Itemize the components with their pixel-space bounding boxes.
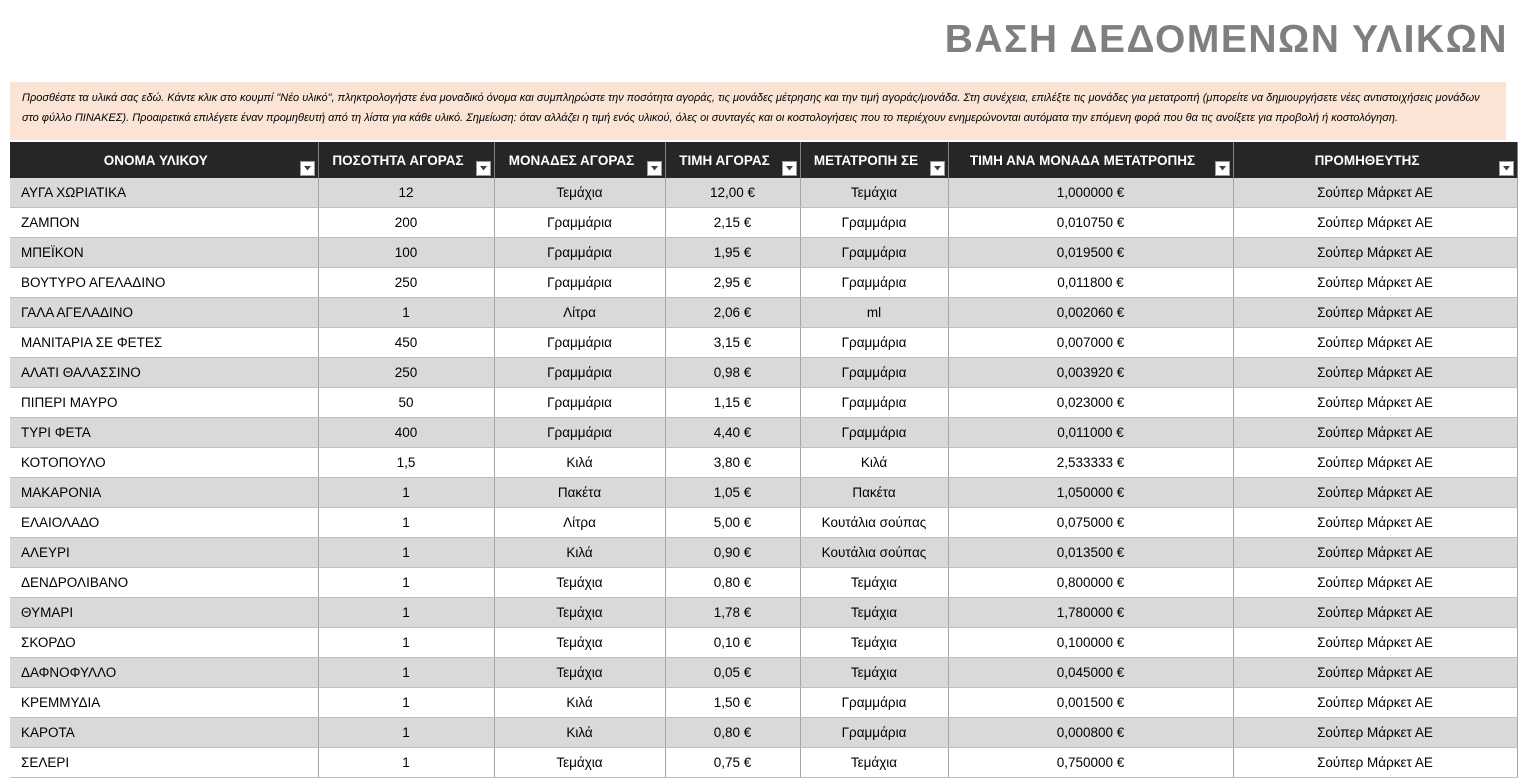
supplier-cell[interactable]: Σούπερ Μάρκετ ΑΕ — [1233, 358, 1517, 388]
purchase-price-cell[interactable]: 0,90 € — [665, 538, 800, 568]
table-row[interactable] — [10, 538, 1517, 568]
convert-to-cell[interactable]: Τεμάχια — [800, 748, 948, 778]
purchase-price-cell[interactable]: 3,80 € — [665, 448, 800, 478]
filter-dropdown-button[interactable] — [647, 161, 662, 176]
purchase-units-cell[interactable]: Τεμάχια — [494, 178, 665, 208]
price-per-unit-cell[interactable]: 0,011800 € — [948, 268, 1233, 298]
price-per-unit-cell[interactable]: 0,001500 € — [948, 688, 1233, 718]
purchase-units-cell[interactable]: Τεμάχια — [494, 628, 665, 658]
purchase-quantity-cell[interactable]: 1 — [318, 748, 494, 778]
dropdown-arrow-icon — [1503, 166, 1510, 171]
purchase-units-cell[interactable]: Τεμάχια — [494, 658, 665, 688]
ingredients-table — [10, 142, 1518, 778]
ingredient-name-cell[interactable]: ΜΠΕΪΚΟΝ — [10, 238, 318, 268]
price-per-unit-cell[interactable]: 0,045000 € — [948, 658, 1233, 688]
supplier-cell[interactable]: Σούπερ Μάρκετ ΑΕ — [1233, 628, 1517, 658]
purchase-units-cell[interactable]: Πακέτα — [494, 478, 665, 508]
col-supplier-header — [1233, 142, 1517, 178]
purchase-quantity-cell[interactable]: 200 — [318, 208, 494, 238]
filter-dropdown-button[interactable] — [300, 161, 315, 176]
purchase-units-cell[interactable]: Κιλά — [494, 718, 665, 748]
filter-dropdown-button[interactable] — [476, 161, 491, 176]
purchase-quantity-cell[interactable]: 1 — [318, 688, 494, 718]
price-per-unit-cell[interactable]: 0,000800 € — [948, 718, 1233, 748]
price-per-unit-cell[interactable]: 0,003920 € — [948, 358, 1233, 388]
ingredient-name-cell[interactable]: ΘΥΜΑΡΙ — [10, 598, 318, 628]
col-purchase-price-header — [665, 142, 800, 178]
supplier-cell[interactable]: Σούπερ Μάρκετ ΑΕ — [1233, 268, 1517, 298]
supplier-cell[interactable]: Σούπερ Μάρκετ ΑΕ — [1233, 178, 1517, 208]
supplier-cell[interactable]: Σούπερ Μάρκετ ΑΕ — [1233, 388, 1517, 418]
price-per-unit-cell[interactable]: 0,010750 € — [948, 208, 1233, 238]
price-per-unit-cell[interactable]: 0,100000 € — [948, 628, 1233, 658]
ingredient-name-cell[interactable]: ΚΟΤΟΠΟΥΛΟ — [10, 448, 318, 478]
supplier-cell[interactable]: Σούπερ Μάρκετ ΑΕ — [1233, 538, 1517, 568]
header-label: ΜΕΤΑΤΡΟΠΗ ΣΕ — [813, 152, 919, 168]
purchase-units-cell[interactable]: Γραμμάρια — [494, 358, 665, 388]
purchase-price-cell[interactable]: 1,78 € — [665, 598, 800, 628]
purchase-units-cell[interactable]: Κιλά — [494, 448, 665, 478]
convert-to-cell[interactable]: Γραμμάρια — [800, 208, 948, 238]
price-per-unit-cell[interactable]: 0,023000 € — [948, 388, 1233, 418]
ingredient-name-cell[interactable]: ΑΛΑΤΙ ΘΑΛΑΣΣΙΝΟ — [10, 358, 318, 388]
purchase-units-cell[interactable]: Γραμμάρια — [494, 388, 665, 418]
table-row[interactable] — [10, 358, 1517, 388]
purchase-quantity-cell[interactable]: 1,5 — [318, 448, 494, 478]
purchase-units-cell[interactable]: Τεμάχια — [494, 598, 665, 628]
purchase-quantity-cell[interactable]: 1 — [318, 598, 494, 628]
purchase-quantity-cell[interactable]: 1 — [318, 508, 494, 538]
ingredient-name-cell[interactable]: ΜΑΝΙΤΑΡΙΑ ΣΕ ΦΕΤΕΣ — [10, 328, 318, 358]
table-row[interactable] — [10, 418, 1517, 448]
convert-to-cell[interactable]: ml — [800, 298, 948, 328]
convert-to-cell[interactable]: Κουτάλια σούπας — [800, 538, 948, 568]
price-per-unit-cell[interactable]: 1,780000 € — [948, 598, 1233, 628]
ingredient-name-cell[interactable]: ΒΟΥΤΥΡΟ ΑΓΕΛΑΔΙΝΟ — [10, 268, 318, 298]
purchase-quantity-cell[interactable]: 250 — [318, 358, 494, 388]
supplier-cell[interactable]: Σούπερ Μάρκετ ΑΕ — [1233, 298, 1517, 328]
purchase-price-cell[interactable]: 0,80 € — [665, 568, 800, 598]
dropdown-arrow-icon — [934, 166, 941, 171]
table-row[interactable] — [10, 568, 1517, 598]
supplier-cell[interactable]: Σούπερ Μάρκετ ΑΕ — [1233, 688, 1517, 718]
table-row[interactable] — [10, 178, 1517, 208]
dropdown-arrow-icon — [480, 166, 487, 171]
col-purchase-quantity-header — [318, 142, 494, 178]
supplier-cell[interactable]: Σούπερ Μάρκετ ΑΕ — [1233, 418, 1517, 448]
ingredient-name-cell[interactable]: ΑΛΕΥΡΙ — [10, 538, 318, 568]
table-row[interactable] — [10, 748, 1517, 778]
table-row[interactable] — [10, 268, 1517, 298]
purchase-price-cell[interactable]: 12,00 € — [665, 178, 800, 208]
ingredient-name-cell[interactable]: ΓΑΛΑ ΑΓΕΛΑΔΙΝΟ — [10, 298, 318, 328]
table-row[interactable] — [10, 208, 1517, 238]
filter-dropdown-button[interactable] — [930, 161, 945, 176]
table-row[interactable] — [10, 508, 1517, 538]
supplier-cell[interactable]: Σούπερ Μάρκετ ΑΕ — [1233, 748, 1517, 778]
purchase-units-cell[interactable]: Γραμμάρια — [494, 328, 665, 358]
table-row[interactable] — [10, 298, 1517, 328]
price-per-unit-cell[interactable]: 1,000000 € — [948, 178, 1233, 208]
purchase-quantity-cell[interactable]: 1 — [318, 718, 494, 748]
purchase-price-cell[interactable]: 0,05 € — [665, 658, 800, 688]
price-per-unit-cell[interactable]: 1,050000 € — [948, 478, 1233, 508]
dropdown-arrow-icon — [304, 166, 311, 171]
purchase-quantity-cell[interactable]: 1 — [318, 628, 494, 658]
header-label: ΤΙΜΗ ΑΓΟΡΑΣ — [679, 152, 770, 168]
purchase-price-cell[interactable]: 2,95 € — [665, 268, 800, 298]
ingredient-name-cell[interactable]: ΣΚΟΡΔΟ — [10, 628, 318, 658]
supplier-cell[interactable]: Σούπερ Μάρκετ ΑΕ — [1233, 658, 1517, 688]
price-per-unit-cell[interactable]: 0,011000 € — [948, 418, 1233, 448]
purchase-quantity-cell[interactable]: 450 — [318, 328, 494, 358]
convert-to-cell[interactable]: Γραμμάρια — [800, 718, 948, 748]
table-row[interactable] — [10, 628, 1517, 658]
supplier-cell[interactable]: Σούπερ Μάρκετ ΑΕ — [1233, 328, 1517, 358]
purchase-quantity-cell[interactable]: 1 — [318, 538, 494, 568]
convert-to-cell[interactable]: Τεμάχια — [800, 178, 948, 208]
price-per-unit-cell[interactable]: 0,750000 € — [948, 748, 1233, 778]
supplier-cell[interactable]: Σούπερ Μάρκετ ΑΕ — [1233, 508, 1517, 538]
supplier-cell[interactable]: Σούπερ Μάρκετ ΑΕ — [1233, 448, 1517, 478]
purchase-price-cell[interactable]: 1,95 € — [665, 238, 800, 268]
purchase-price-cell[interactable]: 4,40 € — [665, 418, 800, 448]
convert-to-cell[interactable]: Τεμάχια — [800, 598, 948, 628]
purchase-quantity-cell[interactable]: 1 — [318, 568, 494, 598]
header-label: ΠΡΟΜΗΘΕΥΤΗΣ — [1314, 152, 1420, 168]
table-header-row — [10, 142, 1517, 178]
convert-to-cell[interactable]: Τεμάχια — [800, 568, 948, 598]
header-label: ΤΙΜΗ ΑΝΑ ΜΟΝΑΔΑ ΜΕΤΑΤΡΟΠΗΣ — [969, 152, 1196, 168]
table-row[interactable] — [10, 328, 1517, 358]
supplier-cell[interactable]: Σούπερ Μάρκετ ΑΕ — [1233, 238, 1517, 268]
purchase-units-cell[interactable]: Γραμμάρια — [494, 418, 665, 448]
dropdown-arrow-icon — [786, 166, 793, 171]
price-per-unit-cell[interactable]: 0,013500 € — [948, 538, 1233, 568]
purchase-units-cell[interactable]: Γραμμάρια — [494, 238, 665, 268]
supplier-cell[interactable]: Σούπερ Μάρκετ ΑΕ — [1233, 718, 1517, 748]
purchase-price-cell[interactable]: 1,05 € — [665, 478, 800, 508]
table-row[interactable] — [10, 388, 1517, 418]
ingredient-name-cell[interactable]: ΠΙΠΕΡΙ ΜΑΥΡΟ — [10, 388, 318, 418]
header-label: ΟΝΟΜΑ ΥΛΙΚΟΥ — [103, 152, 208, 168]
convert-to-cell[interactable]: Γραμμάρια — [800, 268, 948, 298]
convert-to-cell[interactable]: Κιλά — [800, 448, 948, 478]
purchase-quantity-cell[interactable]: 1 — [318, 298, 494, 328]
supplier-cell[interactable]: Σούπερ Μάρκετ ΑΕ — [1233, 568, 1517, 598]
col-purchase-units-header — [494, 142, 665, 178]
ingredient-name-cell[interactable]: ΚΡΕΜΜΥΔΙΑ — [10, 688, 318, 718]
convert-to-cell[interactable]: Πακέτα — [800, 478, 948, 508]
table-row[interactable] — [10, 658, 1517, 688]
col-price-per-conversion-unit-header — [948, 142, 1233, 178]
dropdown-arrow-icon — [1219, 166, 1226, 171]
ingredient-name-cell[interactable]: ΕΛΑΙΟΛΑΔΟ — [10, 508, 318, 538]
filter-dropdown-button[interactable] — [1499, 161, 1514, 176]
price-per-unit-cell[interactable]: 0,800000 € — [948, 568, 1233, 598]
instructions-note: Προσθέστε τα υλικά σας εδώ. Κάντε κλικ στο κουμπί "Νέο υλικό", πληκτρολογήστε ένα μοναδικό όνομα και συμπληρώστε την ποσότητα αγοράς, τις μονάδες μέτρησης και την τιμή αγοράς/μονάδα. Στη συνέχεια, επιλέξτε τις μονάδες για μετατροπή (μπορείτε να δημιουργήσετε νέες αντιστοιχήσεις μονάδων στο φύλλο ΠΙΝΑΚΕΣ). Προαιρετικά επιλέγετε έναν προμηθευτή από τη λίστα για κάθε υλικό. Σημείωση: όταν αλλάζει η τιμή ενός υλικού, όλες οι συνταγές και οι κοστολογήσεις που το περιέχουν ενημερώνονται αυτόματα την επόμενη φορά που θα τις ανοίξετε για προβολή ή κοστολόγηση. — [10, 82, 1506, 140]
table-row[interactable] — [10, 448, 1517, 478]
filter-dropdown-button[interactable] — [1215, 161, 1230, 176]
purchase-price-cell[interactable]: 0,75 € — [665, 748, 800, 778]
purchase-units-cell[interactable]: Τεμάχια — [494, 748, 665, 778]
convert-to-cell[interactable]: Γραμμάρια — [800, 358, 948, 388]
convert-to-cell[interactable]: Γραμμάρια — [800, 388, 948, 418]
table-row[interactable] — [10, 688, 1517, 718]
purchase-price-cell[interactable]: 3,15 € — [665, 328, 800, 358]
convert-to-cell[interactable]: Κουτάλια σούπας — [800, 508, 948, 538]
ingredient-name-cell[interactable]: ΔΑΦΝΟΦΥΛΛΟ — [10, 658, 318, 688]
table-row[interactable] — [10, 238, 1517, 268]
price-per-unit-cell[interactable]: 0,007000 € — [948, 328, 1233, 358]
purchase-quantity-cell[interactable]: 400 — [318, 418, 494, 448]
price-per-unit-cell[interactable]: 0,002060 € — [948, 298, 1233, 328]
ingredient-name-cell[interactable]: ΣΕΛΕΡΙ — [10, 748, 318, 778]
purchase-units-cell[interactable]: Κιλά — [494, 538, 665, 568]
supplier-cell[interactable]: Σούπερ Μάρκετ ΑΕ — [1233, 478, 1517, 508]
price-per-unit-cell[interactable]: 0,019500 € — [948, 238, 1233, 268]
convert-to-cell[interactable]: Γραμμάρια — [800, 688, 948, 718]
purchase-price-cell[interactable]: 0,80 € — [665, 718, 800, 748]
purchase-units-cell[interactable]: Κιλά — [494, 688, 665, 718]
purchase-price-cell[interactable]: 0,98 € — [665, 358, 800, 388]
supplier-cell[interactable]: Σούπερ Μάρκετ ΑΕ — [1233, 598, 1517, 628]
purchase-quantity-cell[interactable]: 250 — [318, 268, 494, 298]
price-per-unit-cell[interactable]: 2,533333 € — [948, 448, 1233, 478]
purchase-price-cell[interactable]: 2,15 € — [665, 208, 800, 238]
header-label: ΜΟΝΑΔΕΣ ΑΓΟΡΑΣ — [508, 152, 635, 168]
convert-to-cell[interactable]: Τεμάχια — [800, 628, 948, 658]
purchase-quantity-cell[interactable]: 1 — [318, 478, 494, 508]
col-ingredient-name-header — [10, 142, 318, 178]
ingredient-name-cell[interactable]: ΚΑΡΟΤΑ — [10, 718, 318, 748]
purchase-price-cell[interactable]: 5,00 € — [665, 508, 800, 538]
purchase-units-cell[interactable]: Λίτρα — [494, 298, 665, 328]
purchase-price-cell[interactable]: 0,10 € — [665, 628, 800, 658]
purchase-price-cell[interactable]: 2,06 € — [665, 298, 800, 328]
price-per-unit-cell[interactable]: 0,075000 € — [948, 508, 1233, 538]
purchase-quantity-cell[interactable]: 50 — [318, 388, 494, 418]
convert-to-cell[interactable]: Γραμμάρια — [800, 328, 948, 358]
table-row[interactable] — [10, 598, 1517, 628]
table-row[interactable] — [10, 718, 1517, 748]
purchase-quantity-cell[interactable]: 100 — [318, 238, 494, 268]
purchase-price-cell[interactable]: 1,15 € — [665, 388, 800, 418]
table-row[interactable] — [10, 478, 1517, 508]
purchase-units-cell[interactable]: Γραμμάρια — [494, 268, 665, 298]
purchase-units-cell[interactable]: Τεμάχια — [494, 568, 665, 598]
supplier-cell[interactable]: Σούπερ Μάρκετ ΑΕ — [1233, 208, 1517, 238]
header-label: ΠΟΣΟΤΗΤΑ ΑΓΟΡΑΣ — [332, 152, 464, 168]
ingredient-name-cell[interactable]: ΖΑΜΠΟΝ — [10, 208, 318, 238]
ingredient-name-cell[interactable]: ΜΑΚΑΡΟΝΙΑ — [10, 478, 318, 508]
purchase-units-cell[interactable]: Λίτρα — [494, 508, 665, 538]
ingredient-name-cell[interactable]: ΑΥΓΑ ΧΩΡΙΑΤΙΚΑ — [10, 178, 318, 208]
page-title: ΒΑΣΗ ΔΕΔΟΜΕΝΩΝ ΥΛΙΚΩΝ — [944, 18, 1508, 61]
convert-to-cell[interactable]: Γραμμάρια — [800, 238, 948, 268]
purchase-units-cell[interactable]: Γραμμάρια — [494, 208, 665, 238]
filter-dropdown-button[interactable] — [782, 161, 797, 176]
purchase-quantity-cell[interactable]: 1 — [318, 658, 494, 688]
table-body — [10, 178, 1517, 778]
ingredient-name-cell[interactable]: ΤΥΡΙ ΦΕΤΑ — [10, 418, 318, 448]
purchase-price-cell[interactable]: 1,50 € — [665, 688, 800, 718]
convert-to-cell[interactable]: Γραμμάρια — [800, 418, 948, 448]
ingredient-name-cell[interactable]: ΔΕΝΔΡΟΛΙΒΑΝΟ — [10, 568, 318, 598]
col-convert-to-header — [800, 142, 948, 178]
dropdown-arrow-icon — [651, 166, 658, 171]
purchase-quantity-cell[interactable]: 12 — [318, 178, 494, 208]
convert-to-cell[interactable]: Τεμάχια — [800, 658, 948, 688]
